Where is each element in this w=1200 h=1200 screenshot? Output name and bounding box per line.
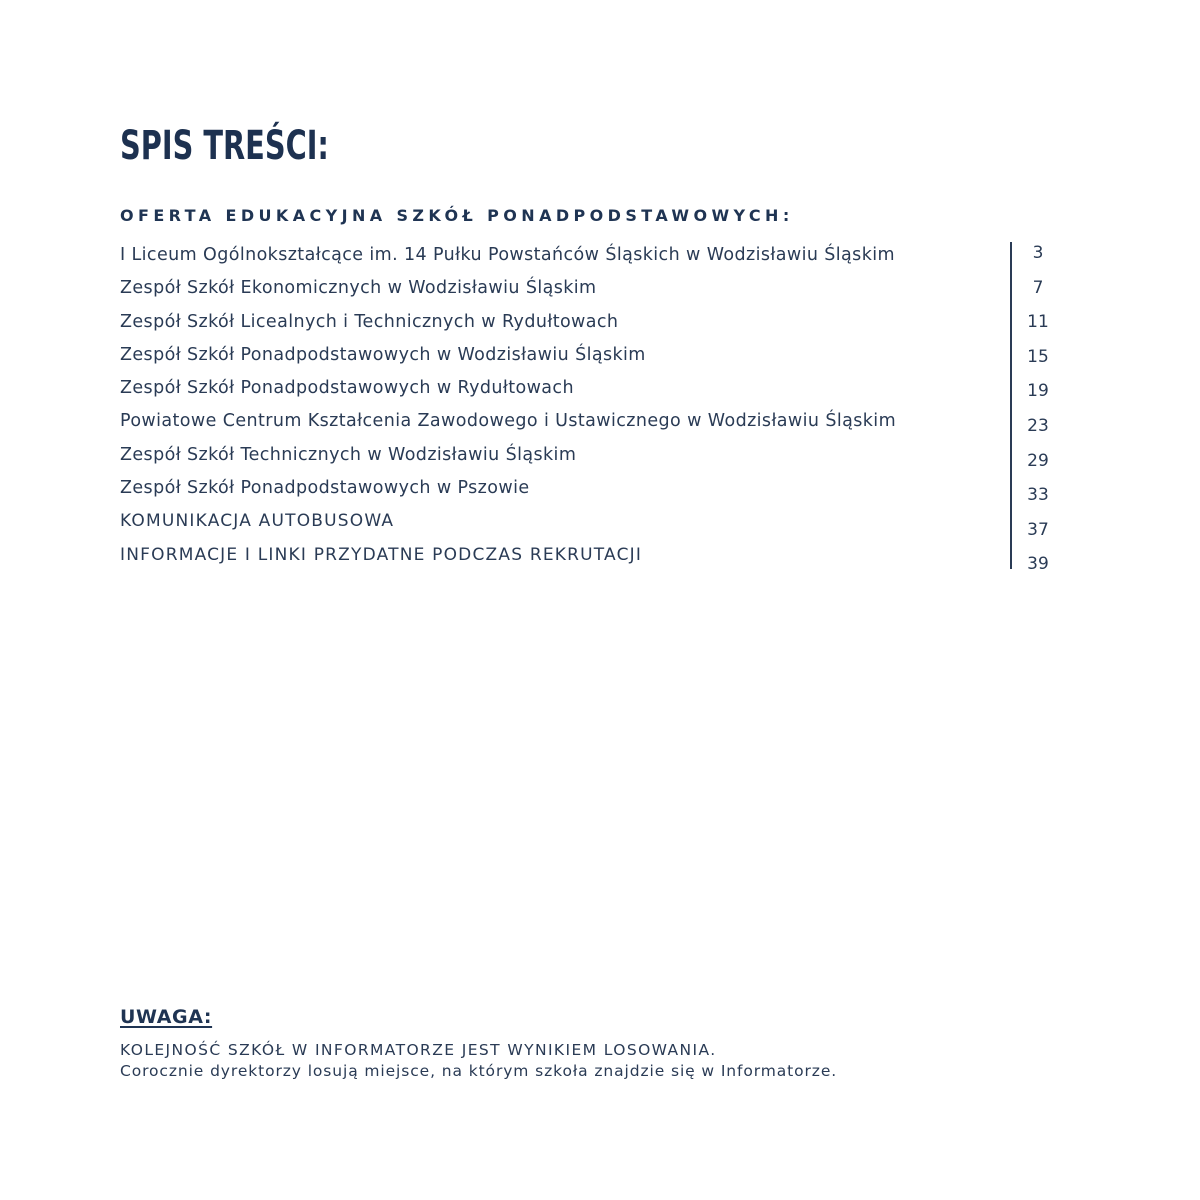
page-number-1[interactable]: 3 xyxy=(1032,243,1044,263)
toc-item-1[interactable]: I Liceum Ogólnokształcące im. 14 Pułku Powstańców Śląskich w Wodzisławiu Śląskim xyxy=(120,245,895,265)
page-number-4[interactable]: 15 xyxy=(1027,346,1049,367)
toc-item-8[interactable]: Zespół Szkół Ponadpodstawowych w Pszowie xyxy=(120,478,530,499)
toc-item-4[interactable]: Zespół Szkół Ponadpodstawowych w Wodzisławiu Śląskim xyxy=(120,344,646,365)
page-number-7[interactable]: 29 xyxy=(1027,450,1049,471)
page-number-3[interactable]: 11 xyxy=(1027,312,1049,333)
page-number-divider xyxy=(1010,242,1012,569)
page-number-bus[interactable]: 37 xyxy=(1027,519,1049,540)
notice-text-annual: Corocznie dyrektorzy losują miejsce, na którym szkoła znajdzie się w Informatorze. xyxy=(120,1062,838,1080)
notice-text-draw: KOLEJNOŚĆ SZKÓŁ W INFORMATORZE JEST WYNIKIEM LOSOWANIA. xyxy=(120,1041,717,1059)
toc-item-bus[interactable]: KOMUNIKACJA AUTOBUSOWA xyxy=(120,511,395,532)
page-number-6[interactable]: 23 xyxy=(1027,415,1049,436)
toc-list xyxy=(120,242,1000,575)
toc-item-5[interactable]: Zespół Szkół Ponadpodstawowych w Rydułtowach xyxy=(120,378,574,399)
toc-item-3[interactable]: Zespół Szkół Licealnych i Technicznych w Rydułtowach xyxy=(120,311,619,332)
toc-item-7[interactable]: Zespół Szkół Technicznych w Wodzisławiu Śląskim xyxy=(120,444,577,465)
toc-item-6[interactable]: Powiatowe Centrum Kształcenia Zawodowego i Ustawicznego w Wodzisławiu Śląskim xyxy=(120,411,897,432)
page-number-8[interactable]: 33 xyxy=(1027,485,1049,506)
page-number-2[interactable]: 7 xyxy=(1032,277,1044,298)
toc-item-info[interactable]: INFORMACJE I LINKI PRZYDATNE PODCZAS REKRUTACJI xyxy=(120,544,643,565)
page-number-column xyxy=(1018,242,1058,588)
toc-item-2[interactable]: Zespół Szkół Ekonomicznych w Wodzisławiu Śląskim xyxy=(120,278,597,299)
notice-heading: UWAGA: xyxy=(120,1006,213,1028)
page-number-info[interactable]: 39 xyxy=(1027,554,1049,575)
page-title: SPIS TREŚCI: xyxy=(120,123,329,169)
page-number-5[interactable]: 19 xyxy=(1027,381,1049,402)
section-heading: OFERTA EDUKACYJNA SZKÓŁ PONADPODSTAWOWYCH: xyxy=(120,206,794,225)
